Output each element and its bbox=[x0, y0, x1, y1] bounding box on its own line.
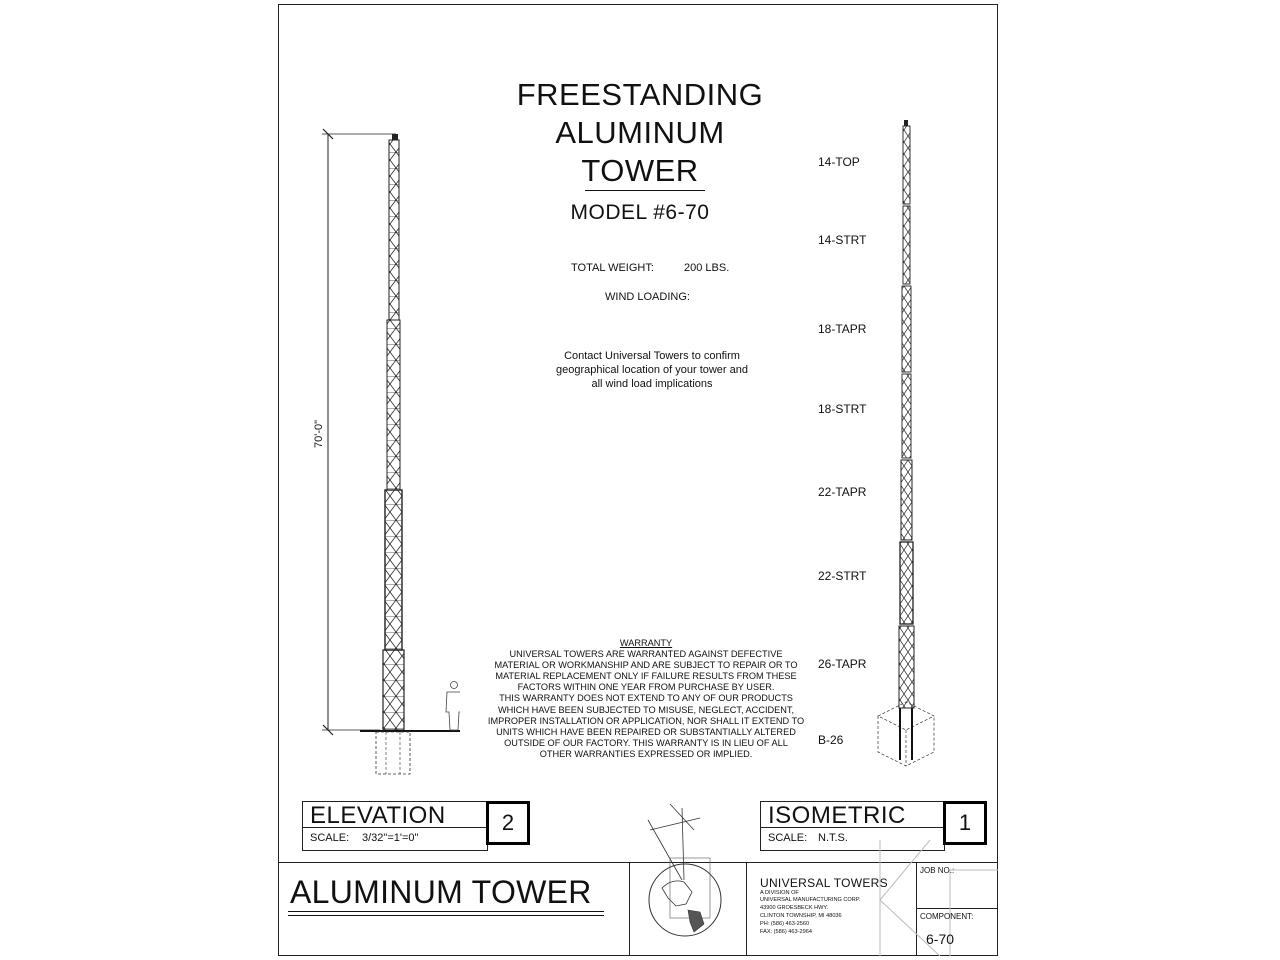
warranty-line: OUTSIDE OF OUR FACTORY. THIS WARRANTY IS IN LIEU OF ALL bbox=[504, 737, 788, 748]
contact-line-3: all wind load implications bbox=[591, 378, 713, 390]
height-dimension: 70'-0" bbox=[313, 419, 325, 448]
isometric-drawing bbox=[868, 112, 948, 772]
isometric-scale-value: N.T.S. bbox=[818, 832, 848, 844]
title-line-3: TOWER bbox=[581, 153, 699, 188]
elevation-scale-label: SCALE: bbox=[310, 832, 350, 844]
section-label-b-26: B-26 bbox=[818, 733, 844, 747]
warranty-line: THIS WARRANTY DOES NOT EXTEND TO ANY OF OUR PRODUCTS bbox=[499, 693, 793, 704]
total-weight-label: TOTAL WEIGHT: bbox=[571, 262, 654, 274]
job-no-label: JOB NO.: bbox=[920, 866, 955, 875]
company-fax: FAX: (586) 463-2964 bbox=[760, 929, 812, 935]
universal-towers-logo bbox=[640, 800, 730, 956]
person-scale-figure bbox=[446, 682, 460, 731]
company-name: UNIVERSAL TOWERS bbox=[760, 876, 888, 890]
company-address-2: CLINTON TOWNSHIP, MI 48036 bbox=[760, 913, 842, 919]
warranty-heading: WARRANTY bbox=[619, 638, 673, 648]
warranty-line: UNIVERSAL TOWERS ARE WARRANTED AGAINST DEFECTIVE bbox=[509, 649, 783, 660]
elevation-view-number: 2 bbox=[486, 801, 530, 845]
title-line-1: FREESTANDING bbox=[516, 77, 764, 112]
warranty-line: OTHER WARRANTIES EXPRESSED OR IMPLIED. bbox=[539, 748, 753, 759]
section-label-18-tapr: 18-TAPR bbox=[818, 322, 867, 336]
warranty-line: MATERIAL REPLACEMENT ONLY IF FAILURE RESULTS FROM THESE bbox=[495, 671, 797, 682]
drawing-title: ALUMINUM TOWER bbox=[290, 874, 592, 910]
elevation-drawing bbox=[300, 120, 460, 780]
section-label-26-tapr: 26-TAPR bbox=[818, 657, 867, 671]
section-label-18-strt: 18-STRT bbox=[818, 402, 867, 416]
section-label-22-tapr: 22-TAPR bbox=[818, 485, 867, 499]
total-weight-value: 200 LBS. bbox=[684, 262, 730, 274]
company-phone: PH: (586) 463-2560 bbox=[760, 921, 810, 927]
section-label-22-strt: 22-STRT bbox=[818, 569, 867, 583]
warranty-line: UNITS WHICH HAVE BEEN REPAIRED OR SUBSTANTIALLY ALTERED bbox=[496, 726, 796, 737]
company-division: A DIVISION OF bbox=[760, 890, 799, 896]
warranty-line: MATERIAL OR WORKMANSHIP AND ARE SUBJECT TO REPAIR OR TO bbox=[494, 660, 798, 671]
title-line-2: ALUMINUM bbox=[555, 115, 725, 150]
elevation-scale-value: 3/32"=1'=0" bbox=[362, 832, 419, 844]
warranty-line: WHICH HAVE BEEN SUBJECTED TO MISUSE, NEGLECT, ACCIDENT, bbox=[497, 704, 795, 715]
elevation-title: ELEVATION bbox=[310, 802, 446, 829]
contact-line-2: geographical location of your tower and bbox=[555, 364, 748, 376]
warranty-line: IMPROPER INSTALLATION OR APPLICATION, NOR SHALL IT EXTEND TO bbox=[487, 715, 805, 726]
wind-loading-label: WIND LOADING: bbox=[605, 291, 690, 303]
contact-note bbox=[530, 349, 774, 391]
isometric-view-number: 1 bbox=[943, 801, 987, 845]
company-parent: UNIVERSAL MANUFACTURING CORP. bbox=[760, 897, 861, 903]
section-label-14-top: 14-TOP bbox=[818, 155, 860, 169]
isometric-base bbox=[878, 702, 934, 766]
component-label: COMPONENT: bbox=[920, 912, 974, 921]
title-underline bbox=[585, 190, 705, 191]
isometric-title: ISOMETRIC bbox=[768, 802, 906, 829]
section-label-14-strt: 14-STRT bbox=[818, 233, 867, 247]
warranty-line: FACTORS WITHIN ONE YEAR FROM PURCHASE BY USER. bbox=[517, 682, 775, 693]
company-address-1: 43900 GROESBECK HWY. bbox=[760, 905, 828, 911]
contact-line-1: Contact Universal Towers to confirm bbox=[564, 350, 740, 362]
isometric-scale-label: SCALE: bbox=[768, 832, 808, 844]
warranty-block bbox=[483, 638, 809, 760]
component-value: 6-70 bbox=[926, 931, 955, 947]
model-number: MODEL #6-70 bbox=[570, 201, 710, 224]
